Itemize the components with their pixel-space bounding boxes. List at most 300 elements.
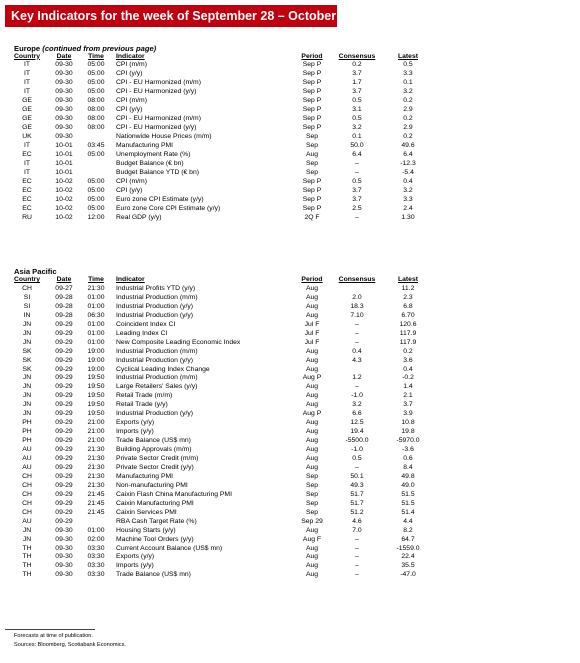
cell-date: 09-29 xyxy=(55,392,73,400)
cell-consensus: 3.7 xyxy=(352,186,362,194)
cell-latest: 49.8 xyxy=(401,472,415,480)
cell-country: JN xyxy=(22,535,32,543)
table-row xyxy=(0,79,580,88)
cell-date: 09-30 xyxy=(55,79,73,87)
cell-date: 09-28 xyxy=(55,302,73,310)
table-row xyxy=(0,553,580,562)
cell-latest: -12.3 xyxy=(400,159,416,167)
cell-country: IT xyxy=(23,70,31,78)
header-indicator: Indicator xyxy=(116,52,145,60)
cell-latest: -47.0 xyxy=(400,571,416,579)
cell-consensus: 2.0 xyxy=(352,293,362,301)
cell-period: Aug P xyxy=(302,410,322,418)
table-row xyxy=(0,133,580,142)
cell-consensus: 19.4 xyxy=(350,428,364,436)
cell-consensus: 0.5 xyxy=(352,177,362,185)
cell-country: JN xyxy=(22,401,32,409)
cell-period: Aug xyxy=(305,419,319,427)
table-row xyxy=(0,527,580,536)
cell-latest: 35.5 xyxy=(401,562,415,570)
cell-latest: 0.2 xyxy=(403,347,413,355)
cell-latest: 0.5 xyxy=(403,61,413,69)
cell-indicator: CPI - EU Harmonized (y/y) xyxy=(116,88,197,96)
cell-indicator: Current Account Balance (US$ mn) xyxy=(116,544,223,552)
cell-latest: 6.4 xyxy=(403,150,413,158)
cell-time: 05:00 xyxy=(87,204,105,212)
cell-indicator: CPI (y/y) xyxy=(116,106,143,114)
table-row xyxy=(0,473,580,482)
cell-time: 21:30 xyxy=(87,481,105,489)
cell-indicator: Leading Index CI xyxy=(116,329,168,337)
cell-period: Sep P xyxy=(302,186,322,194)
cell-time: 21:30 xyxy=(87,455,105,462)
table-row xyxy=(0,88,580,97)
cell-time: 01:00 xyxy=(87,329,105,337)
cell-latest: 0.2 xyxy=(403,97,413,105)
cell-latest: 0.2 xyxy=(403,115,413,123)
header-date: Date xyxy=(56,52,72,60)
cell-date: 09-28 xyxy=(55,311,73,319)
cell-consensus: 2.5 xyxy=(352,204,362,212)
cell-date: 09-29 xyxy=(55,517,73,525)
cell-indicator: Caixin Services PMI xyxy=(116,508,177,516)
cell-date: 10-02 xyxy=(55,186,73,194)
cell-latest: 3.3 xyxy=(403,70,413,78)
page-title-banner: Key Indicators for the week of September 28 – October 2 xyxy=(5,5,337,27)
table-row xyxy=(0,491,580,500)
table-row xyxy=(0,446,580,455)
cell-period: Sep xyxy=(305,142,319,149)
cell-time: 21:30 xyxy=(87,472,105,480)
cell-country: CH xyxy=(22,472,32,480)
table-row xyxy=(0,196,580,205)
cell-period: Aug xyxy=(305,356,319,364)
cell-date: 09-29 xyxy=(55,356,73,364)
table-row xyxy=(0,482,580,491)
cell-indicator: Exports (y/y) xyxy=(116,419,155,427)
cell-country: SI xyxy=(23,293,31,301)
cell-date: 09-30 xyxy=(55,571,73,579)
cell-indicator: Machine Tool Orders (y/y) xyxy=(116,535,194,543)
cell-time: 05:00 xyxy=(87,79,105,87)
cell-indicator: CPI (m/m) xyxy=(116,97,147,105)
cell-latest: 0.6 xyxy=(403,455,413,462)
header-latest: Latest xyxy=(397,276,419,283)
table-row xyxy=(0,61,580,70)
cell-date: 09-29 xyxy=(55,472,73,480)
cell-consensus: 6.6 xyxy=(352,410,362,418)
cell-latest: 6.8 xyxy=(403,302,413,310)
cell-consensus: 7.10 xyxy=(350,311,364,319)
cell-date: 09-29 xyxy=(55,374,73,382)
cell-country: IT xyxy=(23,61,31,69)
cell-indicator: Coincident Index CI xyxy=(116,320,176,328)
cell-latest: 2.1 xyxy=(403,392,413,400)
cell-date: 10-02 xyxy=(55,195,73,203)
cell-period: Jul F xyxy=(304,320,320,328)
cell-country: IT xyxy=(23,142,31,149)
cell-period: Sep xyxy=(305,472,319,480)
cell-date: 10-01 xyxy=(55,142,73,149)
header-indicator: Indicator xyxy=(116,276,145,283)
cell-latest: 64.7 xyxy=(401,535,415,543)
cell-time: 06:30 xyxy=(87,311,105,319)
cell-latest: 4.4 xyxy=(403,517,413,525)
cell-indicator: Large Retailers' Sales (y/y) xyxy=(116,383,198,391)
cell-time: 21:00 xyxy=(87,419,105,427)
cell-consensus: 0.5 xyxy=(352,115,362,123)
cell-consensus: 51.7 xyxy=(350,499,364,507)
table-row xyxy=(0,115,580,124)
cell-country: JN xyxy=(22,329,32,337)
cell-latest: -0.2 xyxy=(402,374,414,382)
cell-date: 09-30 xyxy=(55,115,73,123)
cell-indicator: Euro zone Core CPI Estimate (y/y) xyxy=(116,204,221,212)
cell-time: 21:30 xyxy=(87,463,105,471)
cell-indicator: Industrial Production (m/m) xyxy=(116,374,198,382)
cell-indicator: Industrial Production (y/y) xyxy=(116,356,194,364)
cell-time: 19:00 xyxy=(87,347,105,355)
cell-latest: 8.2 xyxy=(403,526,413,534)
table-row xyxy=(0,312,580,321)
cell-latest: 51.5 xyxy=(401,499,415,507)
table-row xyxy=(0,70,580,79)
table-row xyxy=(0,205,580,214)
cell-indicator: Industrial Production (y/y) xyxy=(116,410,194,418)
cell-time: 05:00 xyxy=(87,195,105,203)
cell-date: 09-30 xyxy=(55,70,73,78)
cell-consensus: 3.2 xyxy=(352,124,362,132)
cell-period: Sep P xyxy=(302,79,322,87)
table-row xyxy=(0,348,580,357)
cell-latest: -5970.0 xyxy=(396,437,420,445)
cell-time: 05:00 xyxy=(87,177,105,185)
cell-period: Aug xyxy=(305,562,319,570)
header-time: Time xyxy=(88,52,104,60)
cell-period: Sep xyxy=(305,508,319,516)
cell-consensus: 0.5 xyxy=(352,97,362,105)
cell-country: SK xyxy=(22,347,32,355)
cell-time: 21:45 xyxy=(87,499,105,507)
cell-date: 09-29 xyxy=(55,455,73,462)
cell-country: EC xyxy=(22,177,32,185)
cell-date: 09-30 xyxy=(55,88,73,96)
cell-consensus: – xyxy=(355,168,359,176)
cell-latest: 49.6 xyxy=(401,142,415,149)
cell-period: Aug xyxy=(305,437,319,445)
cell-period: Aug xyxy=(305,428,319,436)
cell-indicator: Trade Balance (US$ mn) xyxy=(116,437,191,445)
cell-consensus: 51.2 xyxy=(350,508,364,516)
cell-period: 2Q F xyxy=(304,213,320,221)
cell-time: 08:00 xyxy=(87,106,105,114)
header-country: Country xyxy=(14,276,41,283)
cell-indicator: Building Approvals (m/m) xyxy=(116,446,192,454)
cell-period: Aug xyxy=(305,571,319,579)
cell-country: AU xyxy=(22,446,32,454)
cell-indicator: Manufacturing PMI xyxy=(116,142,174,149)
cell-period: Sep xyxy=(305,481,319,489)
cell-country: AU xyxy=(22,463,32,471)
cell-date: 09-29 xyxy=(55,347,73,355)
cell-latest: 3.9 xyxy=(403,410,413,418)
cell-period: Aug xyxy=(305,392,319,400)
cell-indicator: Euro zone CPI Estimate (y/y) xyxy=(116,195,204,203)
cell-country: TH xyxy=(22,553,32,561)
cell-latest: 0.1 xyxy=(403,79,413,87)
cell-date: 09-29 xyxy=(55,410,73,418)
header-period: Period xyxy=(301,52,323,60)
cell-date: 09-29 xyxy=(55,437,73,445)
cell-consensus: 3.2 xyxy=(352,401,362,409)
cell-period: Aug xyxy=(305,401,319,409)
cell-consensus: -1.0 xyxy=(351,446,363,454)
cell-country: EC xyxy=(22,204,32,212)
cell-latest: 2.4 xyxy=(403,204,413,212)
cell-country: JN xyxy=(22,374,32,382)
cell-date: 09-30 xyxy=(55,535,73,543)
cell-consensus: 3.7 xyxy=(352,70,362,78)
cell-date: 09-29 xyxy=(55,490,73,498)
cell-period: Aug xyxy=(305,311,319,319)
cell-country: JN xyxy=(22,410,32,418)
cell-date: 09-28 xyxy=(55,293,73,301)
table-header xyxy=(0,53,580,62)
cell-date: 09-29 xyxy=(55,401,73,409)
cell-time: 12:00 xyxy=(87,213,105,221)
cell-country: IN xyxy=(23,311,31,319)
cell-consensus: 3.1 xyxy=(352,106,362,114)
cell-latest: 0.4 xyxy=(403,365,413,373)
cell-period: Aug xyxy=(305,150,319,158)
cell-time: 08:00 xyxy=(87,115,105,123)
cell-indicator: RBA Cash Target Rate (%) xyxy=(116,517,197,525)
cell-latest: 10.8 xyxy=(401,419,415,427)
cell-period: Sep P xyxy=(302,115,322,123)
footnote-forecasts: Forecasts at time of publication. xyxy=(14,633,93,639)
cell-indicator: Private Sector Credit (m/m) xyxy=(116,455,199,462)
cell-date: 10-01 xyxy=(55,159,73,167)
cell-period: Sep 29 xyxy=(301,517,323,525)
cell-latest: 3.2 xyxy=(403,186,413,194)
cell-indicator: Real GDP (y/y) xyxy=(116,213,162,221)
header-latest: Latest xyxy=(397,52,419,60)
cell-consensus: 6.4 xyxy=(352,150,362,158)
cell-latest: 117.9 xyxy=(399,338,417,346)
cell-period: Aug xyxy=(305,284,319,292)
cell-time: 03:45 xyxy=(87,142,105,149)
cell-indicator: Exports (y/y) xyxy=(116,553,155,561)
cell-consensus: – xyxy=(355,553,359,561)
cell-country: CH xyxy=(22,481,32,489)
cell-indicator: CPI - EU Harmonized (m/m) xyxy=(116,79,201,87)
cell-date: 09-29 xyxy=(55,419,73,427)
cell-latest: 1.4 xyxy=(403,383,413,391)
cell-date: 10-02 xyxy=(55,204,73,212)
cell-period: Sep P xyxy=(302,106,322,114)
cell-period: Aug xyxy=(305,544,319,552)
cell-latest: 120.6 xyxy=(399,320,417,328)
cell-date: 09-29 xyxy=(55,383,73,391)
cell-time: 02:00 xyxy=(87,535,105,543)
cell-period: Aug xyxy=(305,455,319,462)
cell-country: CH xyxy=(22,499,32,507)
cell-country: IT xyxy=(23,79,31,87)
cell-indicator: Housing Starts (y/y) xyxy=(116,526,176,534)
europe-subtitle: (continued from previous page) xyxy=(42,44,157,53)
cell-indicator: Caixin Manufacturing PMI xyxy=(116,499,194,507)
cell-indicator: Cyclical Leading Index Change xyxy=(116,365,210,373)
table-row xyxy=(0,383,580,392)
cell-period: Aug xyxy=(305,293,319,301)
cell-country: PH xyxy=(22,437,32,445)
cell-country: GE xyxy=(22,97,32,105)
cell-date: 09-29 xyxy=(55,481,73,489)
cell-country: SK xyxy=(22,365,32,373)
cell-period: Sep P xyxy=(302,70,322,78)
cell-country: JN xyxy=(22,320,32,328)
cell-latest: -3.6 xyxy=(402,446,414,454)
cell-time: 08:00 xyxy=(87,97,105,105)
table-row xyxy=(0,419,580,428)
cell-indicator: Industrial Production (y/y) xyxy=(116,311,194,319)
cell-latest: 1.30 xyxy=(401,213,415,221)
cell-time: 19:50 xyxy=(87,401,105,409)
cell-period: Sep P xyxy=(302,204,322,212)
cell-country: EC xyxy=(22,150,32,158)
cell-country: RU xyxy=(22,213,32,221)
cell-latest: 0.2 xyxy=(403,133,413,141)
table-row xyxy=(0,536,580,545)
cell-indicator: CPI - EU Harmonized (y/y) xyxy=(116,124,197,132)
table-row xyxy=(0,545,580,554)
cell-latest: 6.70 xyxy=(401,311,415,319)
cell-country: TH xyxy=(22,562,32,570)
cell-consensus: – xyxy=(355,329,359,337)
cell-consensus: 1.7 xyxy=(352,79,362,87)
cell-period: Aug xyxy=(305,365,319,373)
cell-period: Sep P xyxy=(302,88,322,96)
cell-date: 09-29 xyxy=(55,463,73,471)
cell-time: 05:00 xyxy=(87,88,105,96)
table-row xyxy=(0,214,580,223)
cell-time: 19:50 xyxy=(87,383,105,391)
cell-time: 01:00 xyxy=(87,293,105,301)
cell-consensus: -1.0 xyxy=(351,392,363,400)
cell-period: Aug xyxy=(305,446,319,454)
cell-consensus: 4.6 xyxy=(352,517,362,525)
table-row xyxy=(0,294,580,303)
cell-consensus: 4.3 xyxy=(352,356,362,364)
table-row xyxy=(0,428,580,437)
cell-consensus: 49.3 xyxy=(350,481,364,489)
header-time: Time xyxy=(88,276,104,283)
table-row xyxy=(0,437,580,446)
cell-period: Aug xyxy=(305,302,319,310)
europe-title: Europe xyxy=(14,44,41,53)
cell-country: TH xyxy=(22,544,32,552)
cell-consensus: 0.1 xyxy=(352,133,362,141)
header-country: Country xyxy=(14,52,41,60)
cell-latest: 11.2 xyxy=(401,284,415,292)
cell-period: Jul F xyxy=(304,338,320,346)
cell-period: Aug F xyxy=(302,535,322,543)
cell-period: Aug xyxy=(305,383,319,391)
cell-country: IT xyxy=(23,168,31,176)
cell-time: 05:00 xyxy=(87,186,105,194)
cell-time: 01:00 xyxy=(87,302,105,310)
cell-period: Aug xyxy=(305,526,319,534)
cell-country: GE xyxy=(22,124,32,132)
cell-period: Sep P xyxy=(302,177,322,185)
cell-country: CH xyxy=(22,284,32,292)
cell-date: 09-29 xyxy=(55,320,73,328)
cell-time: 21:30 xyxy=(87,284,105,292)
table-row xyxy=(0,142,580,151)
table-row xyxy=(0,464,580,473)
cell-consensus: 7.0 xyxy=(352,526,362,534)
cell-time: 01:00 xyxy=(87,526,105,534)
cell-date: 09-27 xyxy=(55,284,73,292)
cell-time: 05:00 xyxy=(87,150,105,158)
cell-consensus: 0.5 xyxy=(352,455,362,462)
cell-indicator: Manufacturing PMI xyxy=(116,472,174,480)
cell-indicator: Retail Trade (y/y) xyxy=(116,401,168,409)
cell-consensus: – xyxy=(355,544,359,552)
cell-consensus: 1.2 xyxy=(352,374,362,382)
footnote-divider xyxy=(5,629,95,630)
cell-country: JN xyxy=(22,526,32,534)
cell-country: AU xyxy=(22,517,32,525)
cell-date: 09-29 xyxy=(55,329,73,337)
cell-time: 19:50 xyxy=(87,374,105,382)
cell-country: GE xyxy=(22,106,32,114)
cell-consensus: – xyxy=(355,213,359,221)
table-row xyxy=(0,160,580,169)
cell-latest: 2.3 xyxy=(403,293,413,301)
cell-date: 09-30 xyxy=(55,124,73,132)
table-row xyxy=(0,97,580,106)
cell-indicator: CPI (m/m) xyxy=(116,177,147,185)
cell-date: 10-01 xyxy=(55,168,73,176)
cell-latest: 117.9 xyxy=(399,329,417,337)
cell-consensus: – xyxy=(355,535,359,543)
table-row xyxy=(0,187,580,196)
cell-time: 19:50 xyxy=(87,392,105,400)
cell-latest: 0.4 xyxy=(403,177,413,185)
cell-country: CH xyxy=(22,490,32,498)
cell-consensus: 50.0 xyxy=(350,142,364,149)
cell-latest: 22.4 xyxy=(401,553,415,561)
cell-date: 09-29 xyxy=(55,365,73,373)
cell-indicator: Industrial Profits YTD (y/y) xyxy=(116,284,196,292)
cell-indicator: New Composite Leading Economic Index xyxy=(116,338,241,346)
cell-indicator: Retail Trade (m/m) xyxy=(116,392,173,400)
cell-consensus: 50.1 xyxy=(350,472,364,480)
cell-time: 21:00 xyxy=(87,437,105,445)
table-row xyxy=(0,178,580,187)
header-date: Date xyxy=(56,276,72,283)
cell-indicator: Non-manufacturing PMI xyxy=(116,481,188,489)
cell-indicator: CPI - EU Harmonized (m/m) xyxy=(116,115,201,123)
cell-date: 09-30 xyxy=(55,61,73,69)
table-row xyxy=(0,124,580,133)
cell-period: Aug xyxy=(305,463,319,471)
cell-latest: 51.4 xyxy=(401,508,415,516)
table-row xyxy=(0,303,580,312)
cell-indicator: Budget Balance YTD (€ bn) xyxy=(116,168,199,176)
cell-indicator: Budget Balance (€ bn) xyxy=(116,159,184,167)
